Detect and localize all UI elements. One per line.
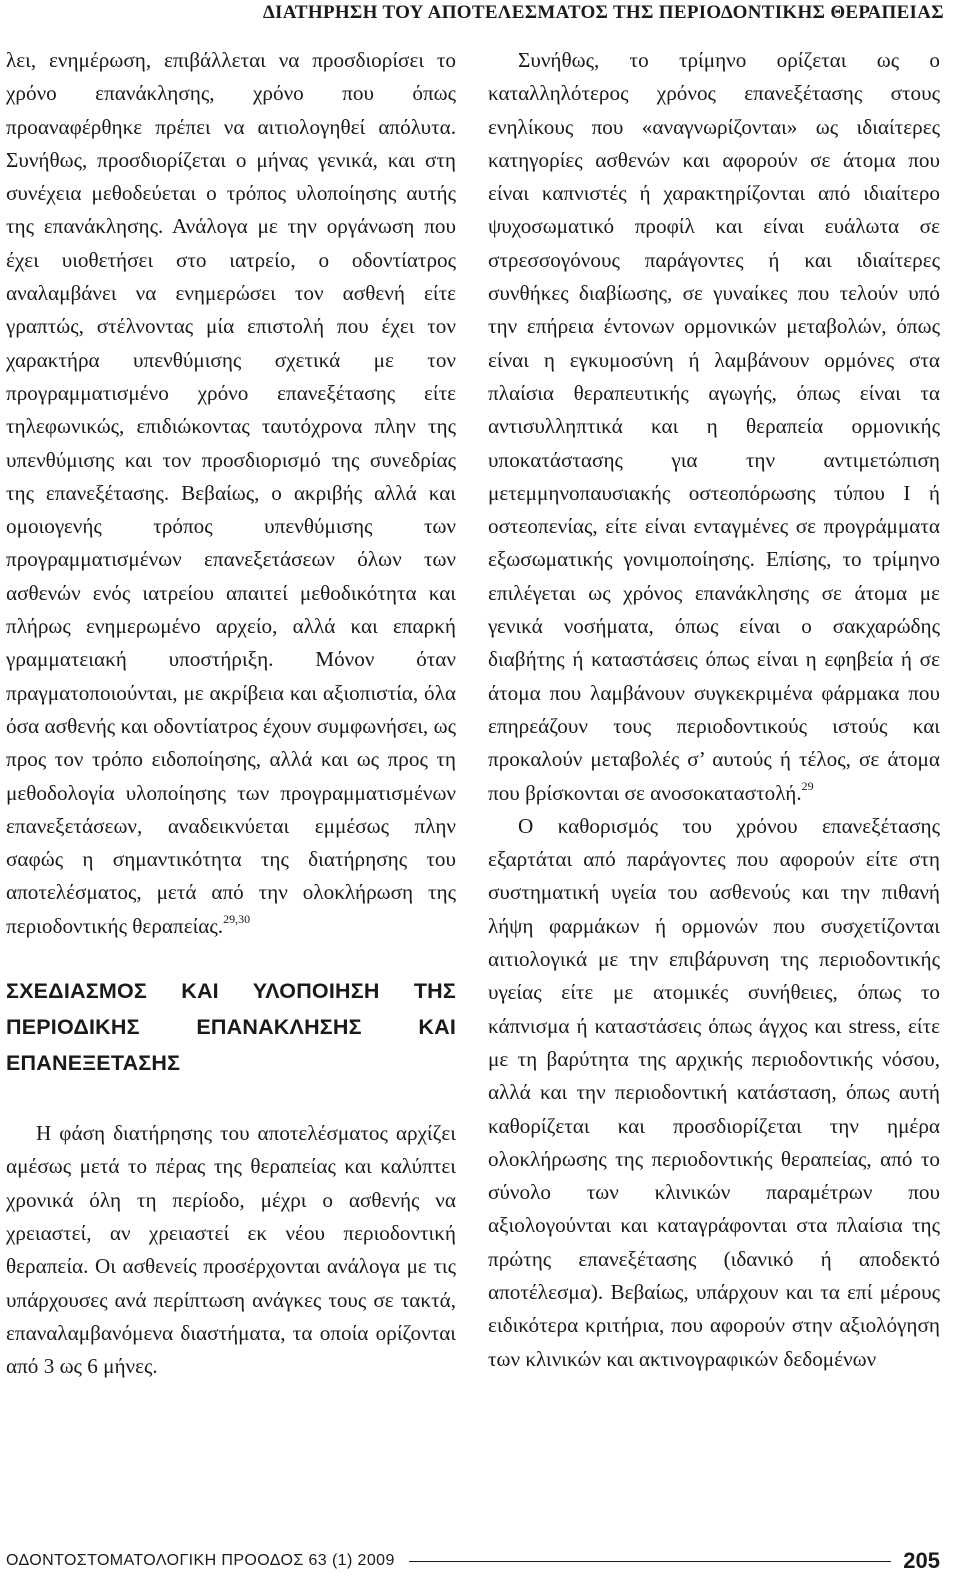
right-paragraph-1-text: Συνήθως, το τρίμηνο ορίζεται ως ο καταλληλότερος χρόνος επανεξέτασης στους ενηλίκους που «αναγνωρίζονται» ως ιδιαίτερες κατηγορίες ασθενών και αφορούν σε άτομα που είναι καπνιστές ή χαρακτηρίζονται από ιδιαίτερο ψυχοσωματικό προφίλ και είναι ευάλωτα σε στρεσσογόνους παράγοντες ή και ιδιαίτερες συνθήκες διαβίωσης, σε γυναίκες που τελούν υπό την επήρεια έντονων ορμονικών μεταβολών, όπως είναι η εγκυμοσύνη ή λαμβάνουν ορμόνες στα πλαίσια θεραπευτικής αγωγής, όπως είναι τα αντισυλληπτικά και η θεραπεία ορμονικής υποκατάστασης για την αντιμετώπιση μετεμμηνοπαυσιακής οστεοπόρωσης τύπου I ή οστεοπενίας, είτε είναι ενταγμένες σε προγράμματα εξωσωματικής γονιμοποίησης. Επίσης, το τρίμηνο επιλέγεται ως χρόνος επανάκλησης σε άτομα με γενικά νοσήματα, όπως είναι ο σακχαρώδης διαβήτης ή καταστάσεις όπως είναι η εφηβεία ή σε άτομα που λαμβάνουν συγκεκριμένα φάρμακα που επηρεάζουν τους περιοδοντικούς ιστούς και προκαλούν μεταβολές σ’ αυτούς ή τέλος, σε άτομα που βρίσκονται σε ανοσοκαταστολή.: [488, 48, 940, 805]
right-paragraph-2: Ο καθορισμός του χρόνου επανεξέτασης εξαρτάται από παράγοντες που αφορούν είτε στη συστηματική υγεία του ασθενούς και την πιθανή λήψη φαρμάκων ή ορμονών που συσχετίζονται αιτιολογικά με την επιβάρυνση της περιοδοντικής υγείας είτε με ατομικές συνήθειες, όπως το κάπνισμα ή καταστάσεις όπως άγχος και stress, είτε με τη βαρύτητα της αρχικής περιοδοντικής νόσου, αλλά και την περιοδοντική κατάσταση, όπως αυτή καθορίζεται και προσδιορίζεται την ημέρα ολοκλήρωσης της περιοδοντικής θεραπείας, από το σύνολο των κλινικών παραμέτρων που αξιολογούνται και καταγράφονται στα πλαίσια της πρώτης επανεξέτασης (ιδανικό ή αποδεκτό αποτέλεσμα). Βεβαίως, υπάρχουν και τα επί μέρους ειδικότερα κριτήρια, που αφορούν στην αξιολόγηση των κλινικών και ακτινογραφικών δεδομένων: [488, 813, 940, 1371]
left-column: [6, 44, 456, 1383]
page-number: 205: [903, 1548, 940, 1573]
citation-ref: 29,30: [223, 911, 251, 926]
footer-divider: [409, 1561, 892, 1562]
page-footer: [6, 1548, 940, 1574]
right-column: [488, 44, 940, 1376]
right-paragraph-1: [488, 44, 940, 810]
left-paragraph-2: Η φάση διατήρησης του αποτελέσματος αρχίζει αμέσως μετά το πέρας της θεραπείας και καλύπτει χρονικά όλη τη περίοδο, μέχρι ο ασθενής να χρειαστεί, αν χρειαστεί εκ νέου περιοδοντική θεραπεία. Οι ασθενείς προσέρχονται ανάλογα με τις υπάρχουσες ανά περίπτωση ανάγκες τους σε τακτά, επαναλαμβανόμενα διαστήματα, τα οποία ορίζονται από 3 ως 6 μήνες.: [6, 1121, 456, 1379]
left-paragraph-1: [6, 44, 456, 943]
journal-name: ΟΔΟΝΤΟΣΤΟΜΑΤΟΛΟΓΙΚΗ ΠΡΟΟΔΟΣ 63 (1) 2009: [6, 1552, 395, 1569]
running-head: ΔΙΑΤΗΡΗΣΗ ΤΟΥ ΑΠΟΤΕΛΕΣΜΑΤΟΣ ΤΗΣ ΠΕΡΙΟΔΟΝΤΙΚΗΣ ΘΕΡΑΠΕΙΑΣ: [262, 2, 944, 23]
left-paragraph-1-text: λει, ενημέρωση, επιβάλλεται να προσδιορίσει το χρόνο επανάκλησης, χρόνο που όπως προαναφέρθηκε πρέπει να αιτιολογηθεί απόλυτα. Συνήθως, προσδιορίζεται ο μήνας γενικά, και στη συνέχεια μεθοδεύεται ο τρόπος υλοποίησης αυτής της επανάκλησης. Ανάλογα με την οργάνωση που έχει υιοθετήσει στο ιατρείο, ο οδοντίατρος αναλαμβάνει να ενημερώσει τον ασθενή είτε γραπτώς, στέλνοντας μία επιστολή που έχει τον χαρακτήρα υπενθύμισης σχετικά με τον προγραμματισμένο χρόνο επανεξέτασης είτε τηλεφωνικώς, επιδιώκοντας ταυτόχρονα πλην της υπενθύμισης και τον προσδιορισμό της συνεδρίας της επανεξέτασης. Βεβαίως, ο ακριβής αλλά και ομοιογενής τρόπος υπενθύμισης των προγραμματισμένων επανεξετάσεων όλων των ασθενών ενός ιατρείου απαιτεί μεθοδικότητα και πλήρως ενημερωμένο αρχείο, αλλά και επαρκή γραμματειακή υποστήριξη. Μόνον όταν πραγματοποιούνται, με ακρίβεια και αξιοπιστία, όλα όσα ασθενής και οδοντίατρος έχουν συμφωνήσει, ως προς τον τρόπο ειδοποίησης, αλλά και ως προς τη μεθοδολογία υλοποίησης των προγραμματισμένων επανεξετάσεων, αναδεικνύεται εμμέσως πλην σαφώς η σημαντικότητα της διατήρησης του αποτελέσματος, μετά από την ολοκλήρωση της περιοδοντικής θεραπείας.: [6, 48, 456, 938]
section-heading: ΣΧΕΔΙΑΣΜΟΣ ΚΑΙ ΥΛΟΠΟΙΗΣΗ ΤΗΣ ΠΕΡΙΟΔΙΚΗΣ ΕΠΑΝΑΚΛΗΣΗΣ ΚΑΙ ΕΠΑΝΕΞΕΤΑΣΗΣ: [6, 979, 456, 1076]
citation-ref: 29: [801, 778, 814, 793]
